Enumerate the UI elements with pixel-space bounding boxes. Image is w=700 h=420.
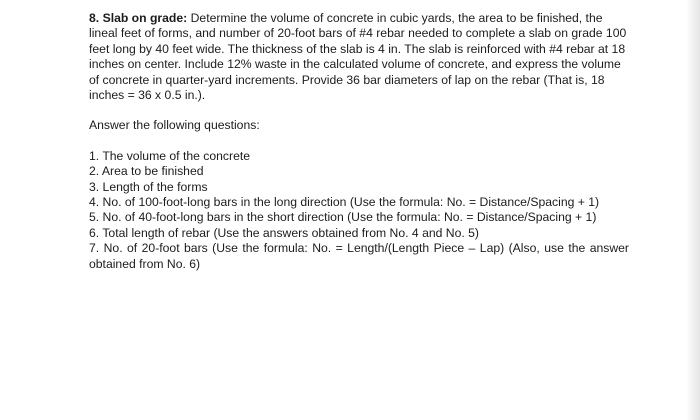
question-item: 7. No. of 20-foot bars (Use the formula: No. = Length/(Length Piece – Lap) (Also, use the answer obtained from No. 6) (89, 241, 629, 271)
problem-statement (89, 11, 629, 103)
question-item: 1. The volume of the concrete (89, 148, 251, 163)
question-item: 6. Total length of rebar (Use the answers obtained from No. 4 and No. 5) (89, 225, 479, 240)
question-item: 3. Length of the forms (89, 179, 208, 194)
problem-title: Slab on grade: (102, 11, 188, 25)
problem-content (89, 11, 629, 272)
problem-body: Determine the volume of concrete in cubic yards, the area to be finished, the lineal feet of forms, and number of 20-foot bars of #4 rebar needed to complete a slab on grade 100 feet long by 40 feet wide. The thickness of the slab is 4 in. The slab is reinforced with #4 rebar at 18 inches on center. Include 12% waste in the calculated volume of concrete, and express the volume of concrete in quarter-yard increments. Provide 36 bar diameters of lap on the rebar (That is, 18 inches = 36 x 0.5 in.). (89, 11, 627, 103)
problem-number: 8. (89, 11, 100, 25)
page-edge-shadow (686, 0, 700, 420)
question-item: 5. No. of 40-foot-long bars in the short direction (Use the formula: No. = Distance/Spacing + 1) (89, 210, 597, 225)
question-list (89, 149, 629, 272)
answer-prompt: Answer the following questions: (89, 118, 260, 133)
question-item: 4. No. of 100-foot-long bars in the long direction (Use the formula: No. = Distance/Spacing + 1) (89, 195, 600, 210)
question-item: 2. Area to be finished (89, 164, 204, 179)
